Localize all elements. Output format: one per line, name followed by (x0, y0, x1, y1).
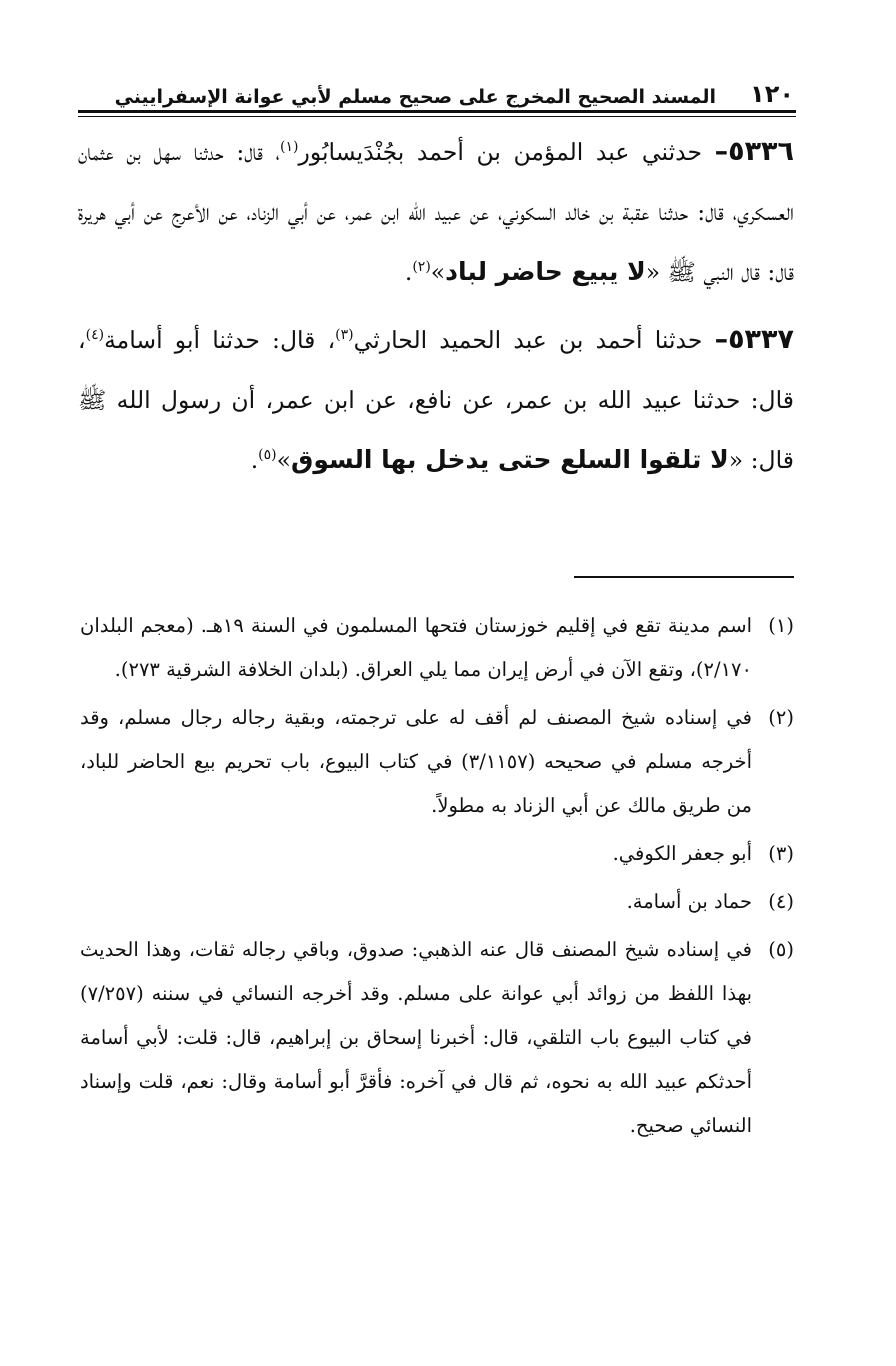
hadith-matn: لا يبيع حاضر لباد (445, 257, 646, 286)
footnote-number: (٢) (768, 706, 794, 729)
footnote-4 (80, 880, 794, 924)
hadith-number: ٥٣٣٦– (714, 136, 795, 167)
hadith-matn: لا تلقوا السلع حتى يدخل بها السوق (291, 445, 729, 474)
hadith-text: حدثني عبد المؤمن بن أحمد بجُنْدَيسابُور (298, 138, 715, 166)
footnote-number: (٣) (768, 842, 794, 865)
hadith-number: ٥٣٣٧– (714, 324, 794, 355)
footnote-1 (80, 604, 794, 692)
hadith-text: ، قال: حدثنا عبيد الله بن عمر، عن نافع، عن ابن عمر، أن رسول الله ﷺ قال: « (78, 326, 794, 474)
footnote-marker: (٥) (258, 447, 277, 464)
header-rule-thin (78, 116, 796, 117)
footnote-text: اسم مدينة تقع في إقليم خوزستان فتحها المسلمون في السنة ١٩هـ. (معجم البلدان ٢/١٧٠)، وتقع الآن في أرض إيران مما يلي العراق. (بلدان الخلافة الشرقية ٢٧٣). (80, 614, 753, 681)
footnote-marker: (٢) (412, 259, 431, 276)
footnote-number: (١) (768, 614, 794, 637)
footnotes (80, 604, 794, 1152)
footnote-3 (80, 832, 794, 876)
hadith-5336 (78, 122, 794, 302)
hadith-text: . (404, 258, 413, 286)
hadith-text: » (276, 446, 292, 474)
footnote-number: (٤) (768, 890, 794, 913)
footnote-text: حماد بن أسامة. (626, 890, 752, 913)
main-text (78, 122, 794, 498)
footnote-text: أبو جعفر الكوفي. (612, 842, 752, 865)
hadith-5337 (78, 310, 794, 490)
footnote-5 (80, 928, 794, 1148)
running-header (80, 68, 794, 108)
header-rule (78, 110, 796, 113)
hadith-text: » (430, 258, 446, 286)
footnote-marker: (٤) (85, 327, 105, 344)
footnote-separator (574, 576, 794, 578)
hadith-text: حدثنا أحمد بن عبد الحميد الحارثي (353, 326, 715, 354)
footnote-marker: (١) (280, 139, 299, 156)
footnote-number: (٥) (768, 938, 794, 961)
footnote-2 (80, 696, 794, 828)
hadith-text: ، قال: حدثنا أبو أسامة (104, 326, 336, 354)
footnote-marker: (٣) (335, 327, 354, 344)
hadith-text: ، قال: حدثنا سهل بن عثمان العسكري، قال: حدثنا عقبة بن خالد السكوني، عن عبيد الله ابن عمر، عن أبي الزناد، عن الأعرج عن أبي هريرة قال: قال النبي ﷺ « (78, 138, 794, 286)
page-number: ١٢٠ (750, 80, 794, 108)
hadith-text: . (250, 446, 259, 474)
running-title: المسند الصحيح المخرج على صحيح مسلم لأبي عوانة الإسفراييني (114, 86, 717, 108)
footnote-text: في إسناده شيخ المصنف لم أقف له على ترجمته، وبقية رجاله رجال مسلم، وقد أخرجه مسلم في صحيحه (٣/١١٥٧) في كتاب البيوع، باب تحريم بيع الحاضر للباد، من طريق مالك عن أبي الزناد به مطولاً. (80, 706, 752, 817)
footnote-text: في إسناده شيخ المصنف قال عنه الذهبي: صدوق، وباقي رجاله ثقات، وهذا الحديث بهذا اللفظ من زوائد أبي عوانة على مسلم. وقد أخرجه النسائي في سننه (٧/٢٥٧) في كتاب البيوع باب التلقي، قال: أخبرنا إسحاق بن إبراهيم، قال: قلت: لأبي أسامة أحدثكم عبيد الله به نحوه، ثم قال في آخره: فأقرَّ أبو أسامة وقال: نعم، قلت وإسناد النسائي صحيح. (80, 938, 752, 1137)
